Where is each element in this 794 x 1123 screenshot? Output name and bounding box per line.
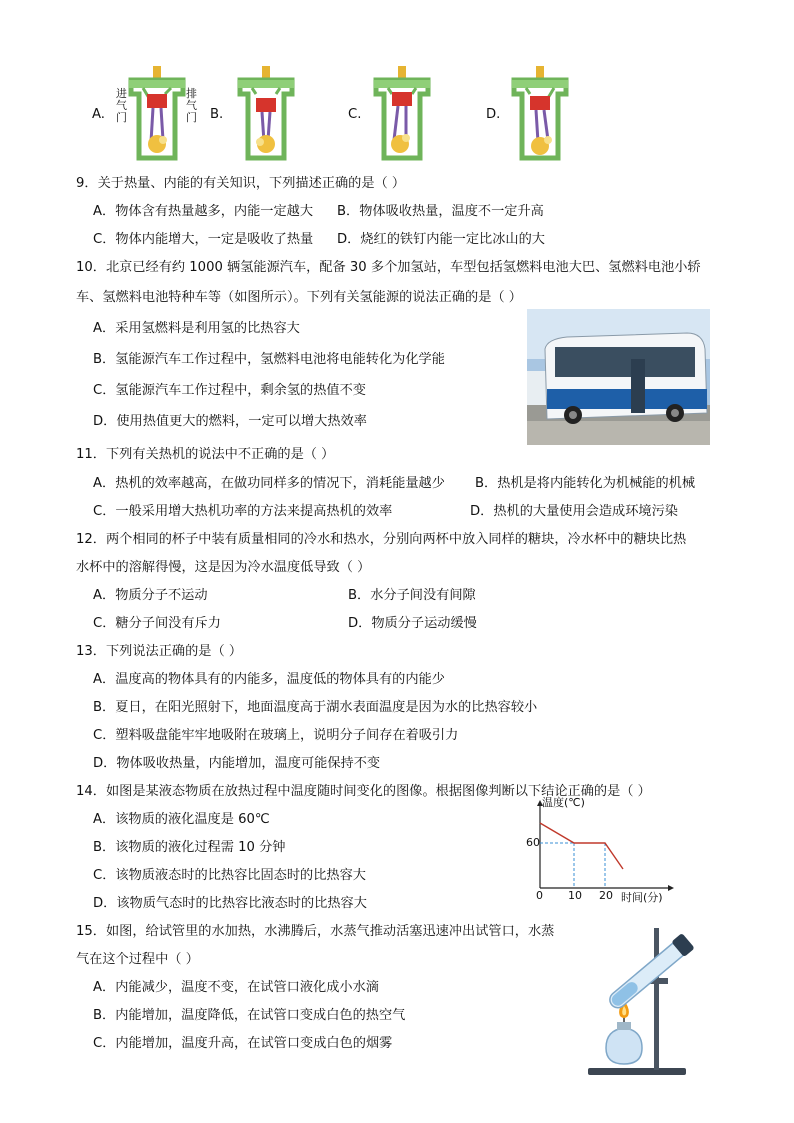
- question-11-option-c: C．一般采用增大热机功率的方法来提高热机的效率: [93, 504, 393, 519]
- intake-valve-label: 进 气 门: [116, 87, 127, 124]
- engine-diagram-c: [370, 66, 434, 164]
- question-12-option-a: A．物质分子不运动: [93, 588, 208, 603]
- question-11-option-a: A．热机的效率越高，在做功同样多的情况下，消耗能量越少: [93, 476, 445, 491]
- question-9-option-c: C．物体内能增大，一定是吸收了热量: [93, 232, 314, 247]
- engine-option-b-label: B.: [210, 107, 224, 122]
- question-9-stem: 9．关于热量、内能的有关知识，下列描述正确的是（ ）: [76, 176, 406, 191]
- question-13-option-c: C．塑料吸盘能牢牢地吸附在玻璃上，说明分子间存在着吸引力: [93, 728, 459, 743]
- question-12-stem-line1: 12．两个相同的杯子中装有质量相同的冷水和热水，分别向两杯中放入同样的糖块，冷水杯中的糖块比热: [76, 532, 687, 547]
- engine-option-a-label: A.: [92, 107, 105, 122]
- question-14-option-b: B．该物质的液化过程需 10 分钟: [93, 840, 286, 855]
- graph-x-tick-20: 20: [599, 889, 613, 902]
- question-11-stem: 11．下列有关热机的说法中不正确的是（ ）: [76, 447, 335, 462]
- question-12-option-d: D．物质分子运动缓慢: [348, 616, 477, 631]
- question-15-option-a: A．内能减少，温度不变，在试管口液化成小水滴: [93, 980, 379, 995]
- engine-option-c-label: C.: [348, 107, 362, 122]
- question-9-option-b: B．物体吸收热量，温度不一定升高: [337, 204, 544, 219]
- question-10-option-d: D．使用热值更大的燃料，一定可以增大热效率: [93, 414, 367, 429]
- question-10-option-a: A．采用氢燃料是利用氢的比热容大: [93, 321, 300, 336]
- graph-y-tick-60: 60: [526, 836, 540, 849]
- question-14-option-c: C．该物质液态时的比热容比固态时的比热容大: [93, 868, 366, 883]
- graph-x-tick-0: 0: [536, 889, 543, 902]
- engine-diagram-d: [508, 66, 572, 164]
- question-12-option-b: B．水分子间没有间隙: [348, 588, 476, 603]
- question-14-option-a: A．该物质的液化温度是 60℃: [93, 812, 270, 827]
- question-13-option-d: D．物体吸收热量，内能增加，温度可能保持不变: [93, 756, 381, 771]
- graph-y-axis-label: 温度(℃): [542, 796, 585, 809]
- question-11-option-b: B．热机是将内能转化为机械能的机械: [475, 476, 696, 491]
- graph-x-axis-label: 时间(分): [621, 891, 663, 904]
- question-12-option-c: C．糖分子间没有斥力: [93, 616, 221, 631]
- question-15-option-c: C．内能增加，温度升高，在试管口变成白色的烟雾: [93, 1036, 393, 1051]
- question-12-stem-line2: 水杯中的溶解得慢，这是因为冷水温度低导致（ ）: [76, 560, 371, 575]
- test-tube-heating-apparatus: [584, 924, 714, 1078]
- question-15-option-b: B．内能增加，温度降低，在试管口变成白色的热空气: [93, 1008, 406, 1023]
- graph-x-tick-10: 10: [568, 889, 582, 902]
- question-10-stem-line1: 10．北京已经有约 1000 辆氢能源汽车，配备 30 多个加氢站，车型包括氢燃料电池大巴、氢燃料电池小轿: [76, 260, 701, 275]
- engine-diagram-a: [125, 66, 189, 164]
- question-9-option-d: D．烧红的铁钉内能一定比冰山的大: [337, 232, 545, 247]
- hydrogen-bus-photo: [527, 309, 710, 445]
- question-15-stem-line2: 气在这个过程中（ ）: [76, 952, 199, 967]
- question-14-stem: 14．如图是某液态物质在放热过程中温度随时间变化的图像。根据图像判断以下结论正确的是（ ）: [76, 784, 651, 799]
- question-10-option-b: B．氢能源汽车工作过程中，氢燃料电池将电能转化为化学能: [93, 352, 445, 367]
- engine-diagram-b: [234, 66, 298, 164]
- question-11-option-d: D．热机的大量使用会造成环境污染: [470, 504, 678, 519]
- question-13-stem: 13．下列说法正确的是（ ）: [76, 644, 243, 659]
- exhaust-valve-label: 排 气 门: [186, 87, 197, 124]
- question-9-option-a: A．物体含有热量越多，内能一定越大: [93, 204, 314, 219]
- question-10-stem-line2: 车、氢燃料电池特种车等（如图所示）。下列有关氢能源的说法正确的是（ ）: [76, 290, 522, 305]
- question-13-option-b: B．夏日，在阳光照射下，地面温度高于湖水表面温度是因为水的比热容较小: [93, 700, 538, 715]
- question-14-option-d: D．该物质气态时的比热容比液态时的比热容大: [93, 896, 367, 911]
- engine-option-d-label: D.: [486, 107, 501, 122]
- question-10-option-c: C．氢能源汽车工作过程中，剩余氢的热值不变: [93, 383, 366, 398]
- question-15-stem-line1: 15．如图，给试管里的水加热，水沸腾后，水蒸气推动活塞迅速冲出试管口，水蒸: [76, 924, 555, 939]
- question-13-option-a: A．温度高的物体具有的内能多，温度低的物体具有的内能少: [93, 672, 445, 687]
- cooling-curve-graph: [518, 796, 678, 908]
